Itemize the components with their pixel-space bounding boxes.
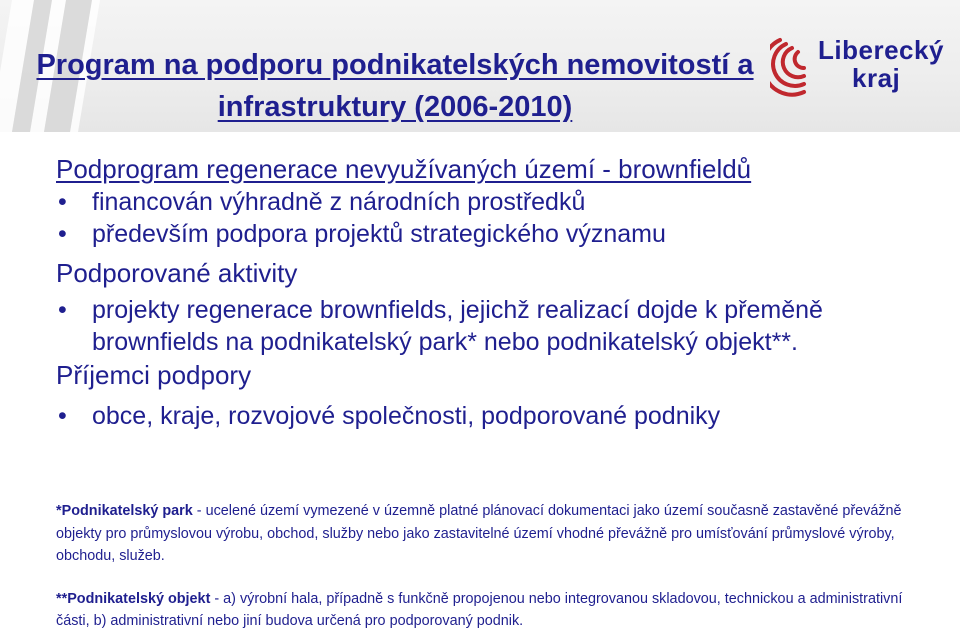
section-heading-recipients: Příjemci podpory [56, 360, 252, 390]
logo-wordmark [818, 36, 944, 92]
bullet-text: projekty regenerace brownfields, jejichž realizací dojde k přeměně brownfields na podnikatelský park* nebo podnikatelský objekt**. [92, 296, 823, 356]
bullet-item [56, 294, 936, 358]
logo-line-2: kraj [852, 63, 901, 93]
footnote-object [56, 588, 936, 633]
footnote-text: - a) výrobní hala, případně s funkčně propojenou nebo integrovanou skladovou, technickou a administrativní části, b) administrativní nebo jiní budova určená pro podporovaný podnik. [56, 590, 903, 629]
footnote-term: **Podnikatelský objekt [56, 590, 211, 607]
bullet-icon: • [58, 220, 67, 248]
section-heading-activities: Podporované aktivity [56, 258, 298, 288]
bullet-item [56, 218, 936, 250]
bullet-icon: • [58, 402, 67, 430]
bullet-text: obce, kraje, rozvojové společnosti, podporované podniky [92, 402, 721, 430]
section-heading-brownfields: Podprogram regenerace nevyužívaných území - brownfieldů [56, 154, 752, 184]
title-line-2: infrastruktury (2006-2010) [217, 91, 573, 123]
footnote-text: - ucelené území vymezené v územně platné plánovací dokumentaci jako území současně zastavěné převážně objekty pro průmyslovou výrobu, obchod, služby nebo jako zastavitelné území vhodné převážně pro umísťování průmyslové výroby, obchodu, služeb. [56, 503, 902, 564]
bullet-text: především podpora projektů strategického významu [92, 220, 666, 248]
bullet-icon: • [58, 296, 67, 324]
bullet-item [56, 400, 936, 432]
bullet-icon: • [58, 188, 67, 216]
bullet-item [56, 186, 936, 218]
liberecky-kraj-logo [770, 34, 944, 100]
logo-line-1: Liberecký [818, 35, 944, 65]
footnote-park [56, 500, 936, 568]
page-title [0, 44, 790, 128]
main-content [56, 152, 936, 432]
footnote-term: *Podnikatelský park [56, 503, 193, 519]
bullet-text: financován výhradně z národních prostředků [92, 188, 586, 216]
footnotes [56, 500, 936, 633]
title-line-1: Program na podporu podnikatelských nemovitostí a [36, 49, 754, 81]
